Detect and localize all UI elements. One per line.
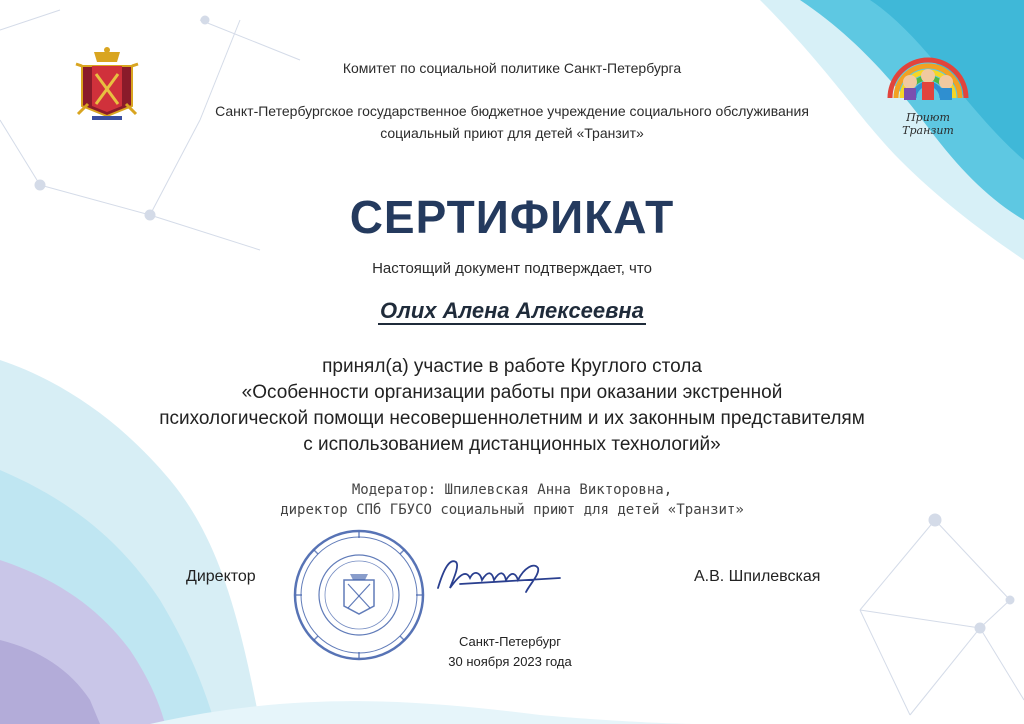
event-line-1: «Особенности организации работы при оказании экстренной [241, 382, 783, 403]
participation-line: принял(а) участие в работе Круглого стола [322, 356, 702, 377]
institution-name [120, 100, 904, 144]
event-line-3: с использованием дистанционных технологий» [303, 434, 721, 455]
round-seal-stamp-icon [292, 528, 426, 662]
transit-shelter-logo-icon [880, 42, 976, 108]
logo-caption: Приют Транзит [902, 111, 954, 137]
confirm-text: Настоящий документ подтверждает, что [372, 260, 652, 277]
institution-line-2: социальный приют для детей «Транзит» [380, 125, 644, 141]
moderator-line-1: Модератор: Шпилевская Анна Викторовна, [351, 482, 673, 498]
handwritten-signature-icon [430, 548, 580, 598]
handwritten-signature [430, 548, 580, 598]
committee-name: Комитет по социальной политике Санкт-Петербурга [342, 60, 682, 76]
institution-line-1: Санкт-Петербургское государственное бюджетное учреждение социального обслуживания [215, 103, 809, 119]
director-label: Директор [186, 568, 256, 585]
director-name: А.В. Шпилевская [694, 568, 821, 585]
city-and-date [410, 632, 610, 672]
issue-date: 30 ноября 2023 года [448, 654, 572, 669]
event-line-2: психологической помощи несовершеннолетним и их законным представителям [159, 408, 865, 429]
certificate-title: СЕРТИФИКАТ [349, 191, 675, 243]
moderator-line-2: директор СПб ГБУСО социальный приют для детей «Транзит» [280, 502, 744, 518]
city: Санкт-Петербург [459, 634, 561, 649]
seal-stamp [292, 528, 426, 662]
certificate-body [60, 354, 964, 458]
moderator-info [150, 480, 874, 520]
recipient-name [200, 298, 824, 324]
recipient-name-text: Олих Алена Алексеевна [380, 298, 644, 323]
